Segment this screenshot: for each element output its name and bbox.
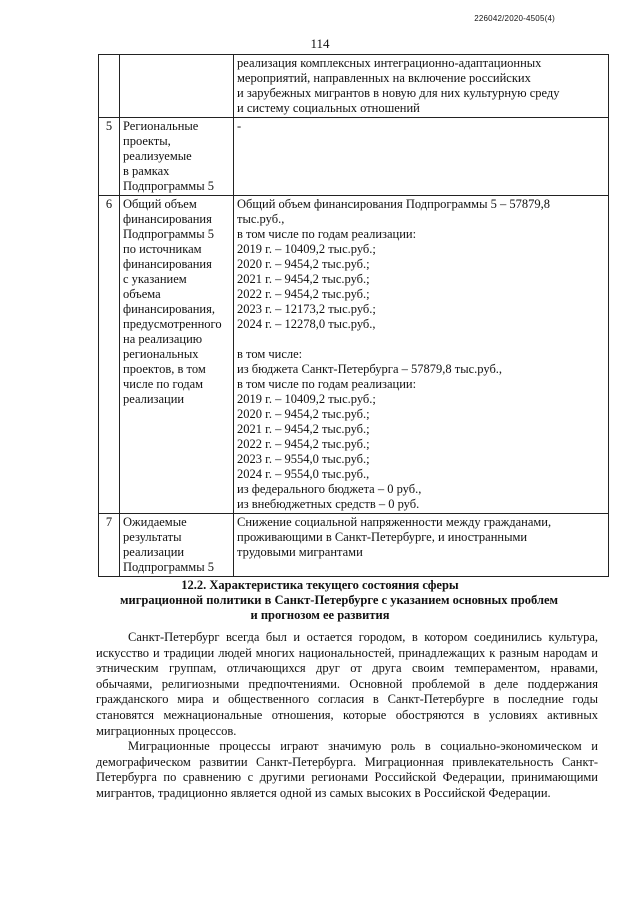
- value-line: из федерального бюджета – 0 руб.,: [237, 482, 422, 496]
- value-line: в том числе по годам реализации:: [237, 227, 417, 241]
- label-line: объема: [123, 287, 161, 301]
- row-number: 5: [99, 118, 120, 196]
- table-row: [99, 514, 609, 577]
- row-number: 6: [99, 196, 120, 514]
- row-number-cell: [99, 55, 120, 118]
- value-line: и зарубежных мигрантов в новую для них культурную среду: [237, 86, 560, 100]
- value-line: 2019 г. – 10409,2 тыс.руб.;: [237, 242, 376, 256]
- value-line: реализация комплексных интеграционно-адаптационных: [237, 56, 542, 70]
- value-line: 2024 г. – 12278,0 тыс.руб.,: [237, 317, 376, 331]
- value-line: 2022 г. – 9454,2 тыс.руб.;: [237, 287, 370, 301]
- table-row-continuation: [99, 55, 609, 118]
- label-line: результаты: [123, 530, 182, 544]
- heading-line: и прогнозом ее развития: [250, 608, 390, 622]
- value-line: 2023 г. – 12173,2 тыс.руб.;: [237, 302, 376, 316]
- value-line: в том числе:: [237, 347, 303, 361]
- label-line: по источникам: [123, 242, 202, 256]
- label-line: с указанием: [123, 272, 187, 286]
- value-line: 2021 г. – 9454,2 тыс.руб.;: [237, 272, 370, 286]
- paragraph: Миграционные процессы играют значимую роль в социально-экономическом и демографическом развитии Санкт-Петербурга. Миграционная привлекательность Санкт-Петербурга по сравнению с другими регионами Российской Федерации, принимающими мигрантов, традиционно является одной из самых высоких в Российской Федерации.: [96, 739, 598, 800]
- value-line: -: [237, 119, 242, 133]
- row-value-cell: [234, 514, 609, 577]
- blank-line: [237, 332, 605, 347]
- value-line: Снижение социальной напряженности между гражданами,: [237, 515, 552, 529]
- label-line: реализации: [123, 545, 185, 559]
- label-line: региональных: [123, 347, 199, 361]
- value-line: из бюджета Санкт-Петербурга – 57879,8 тыс.руб.,: [237, 362, 503, 376]
- value-line: тыс.руб.,: [237, 212, 285, 226]
- label-line: финансирования,: [123, 302, 215, 316]
- label-line: финансирования: [123, 257, 212, 271]
- value-line: 2020 г. – 9454,2 тыс.руб.;: [237, 257, 370, 271]
- label-line: на реализацию: [123, 332, 203, 346]
- label-line: реализуемые: [123, 149, 192, 163]
- document-id: 226042/2020-4505(4): [474, 14, 555, 23]
- value-line: 2022 г. – 9454,2 тыс.руб.;: [237, 437, 370, 451]
- label-line: Общий объем: [123, 197, 197, 211]
- row-value-cell: [234, 118, 609, 196]
- value-line: 2020 г. – 9454,2 тыс.руб.;: [237, 407, 370, 421]
- paragraph: Санкт-Петербург всегда был и остается городом, в котором соединились культура, искусство и традиции людей многих национальностей, принадлежащих к разным народам и этническим группам, отличающихся друг от друга своим темпераментом, нравами, обычаями, религиозными предпочтениями. Основной проблемой в деле поддержания гражданского мира и общественного согласия в Санкт-Петербурге в последние годы становятся межнациональные отношения, которые обостряются в условиях активных миграционных процессов.: [96, 630, 598, 738]
- value-line: проживающими в Санкт-Петербурге, и иностранными: [237, 530, 528, 544]
- value-line: 2024 г. – 9554,0 тыс.руб.,: [237, 467, 370, 481]
- value-line: мероприятий, направленных на включение российских: [237, 71, 531, 85]
- value-line: в том числе по годам реализации:: [237, 377, 417, 391]
- label-line: Подпрограммы 5: [123, 179, 214, 193]
- row-value-cell: [234, 55, 609, 118]
- label-line: в рамках: [123, 164, 170, 178]
- label-line: Региональные: [123, 119, 199, 133]
- heading-line: миграционной политики в Санкт-Петербурге с указанием основных проблем: [120, 593, 559, 607]
- section-body: [96, 630, 598, 802]
- page-number: 114: [310, 36, 330, 51]
- heading-line: 12.2. Характеристика текущего состояния сферы: [181, 578, 459, 592]
- row-label-cell: [120, 55, 234, 118]
- label-line: проекты,: [123, 134, 171, 148]
- label-line: реализации: [123, 392, 185, 406]
- value-line: и систему социальных отношений: [237, 101, 420, 115]
- label-line: Ожидаемые: [123, 515, 187, 529]
- value-line: трудовыми мигрантами: [237, 545, 363, 559]
- label-line: Подпрограммы 5: [123, 560, 214, 574]
- table-row: [99, 196, 609, 514]
- row-value-cell: [234, 196, 609, 514]
- value-line: Общий объем финансирования Подпрограммы 5 – 57879,8: [237, 197, 550, 211]
- label-line: числе по годам: [123, 377, 204, 391]
- value-line: 2021 г. – 9454,2 тыс.руб.;: [237, 422, 370, 436]
- row-label-cell: [120, 196, 234, 514]
- row-label-cell: [120, 514, 234, 577]
- label-line: финансирования: [123, 212, 212, 226]
- subprogram-passport-table: [98, 54, 609, 577]
- label-line: Подпрограммы 5: [123, 227, 214, 241]
- label-line: предусмотренного: [123, 317, 222, 331]
- row-number: 7: [99, 514, 120, 577]
- table-row: [99, 118, 609, 196]
- label-line: проектов, в том: [123, 362, 206, 376]
- value-line: из внебюджетных средств – 0 руб.: [237, 497, 420, 511]
- row-label-cell: [120, 118, 234, 196]
- section-heading: [120, 578, 559, 623]
- value-line: 2019 г. – 10409,2 тыс.руб.;: [237, 392, 376, 406]
- value-line: 2023 г. – 9554,0 тыс.руб.;: [237, 452, 370, 466]
